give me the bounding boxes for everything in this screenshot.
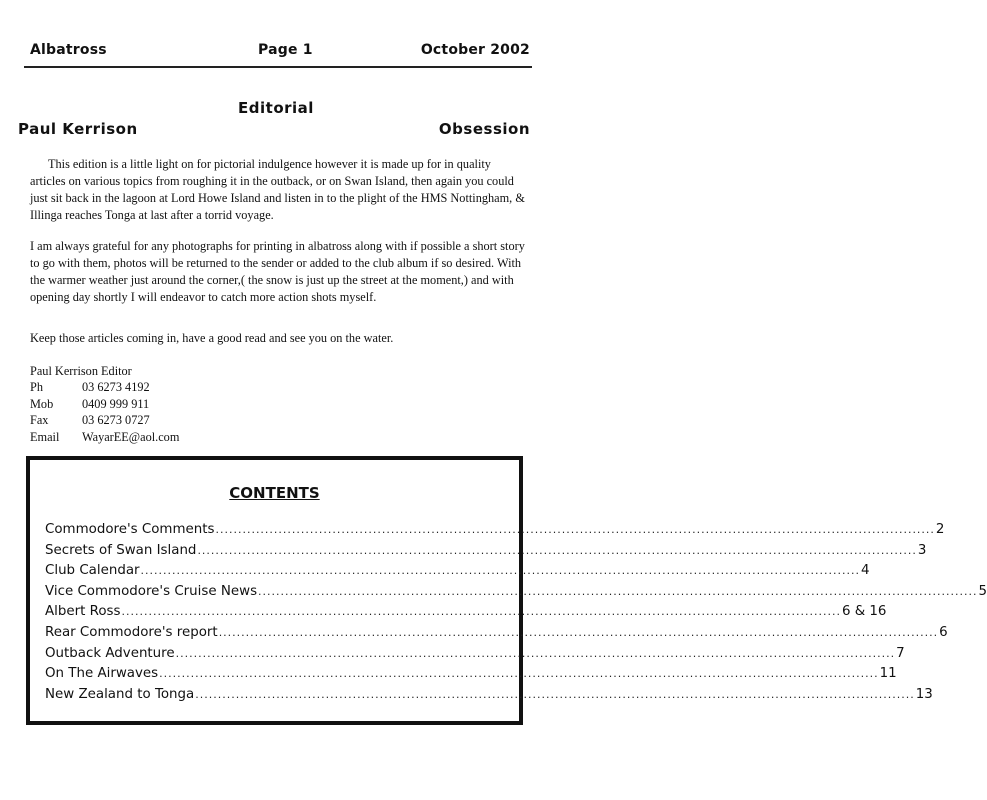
contact-row-phone <box>30 379 179 395</box>
contents-item-title: New Zealand to Tonga <box>45 686 195 702</box>
contents-item: Rear Commodore's report ................................................................................................................................................................ 6 <box>45 624 948 640</box>
editorial-paragraph-2: I am always grateful for any photographs for printing in albatross along with if possible a short story to go with them, photos will be returned to the sender or added to the club album if so desired. With the warmer weather just around the corner,( the snow is just up the street at the moment,) and with opening day shortly I will endeavor to catch more action shots myself. <box>30 239 525 304</box>
issue-date: October 2002 <box>420 42 530 58</box>
contents-item-title: Secrets of Swan Island <box>45 542 197 558</box>
editorial-author: Paul Kerrison <box>18 120 138 138</box>
contact-value: 03 6273 0727 <box>82 413 150 428</box>
contact-row-fax <box>30 412 179 428</box>
contact-row-mobile <box>30 396 179 412</box>
contents-item-page: 6 <box>939 624 948 640</box>
contents-item: On The Airwaves ................................................................................................................................................................ 11 <box>45 666 897 682</box>
contents-item: Outback Adventure ................................................................................................................................................................ 7 <box>45 645 905 661</box>
contents-box <box>26 456 987 725</box>
editorial-paragraph-1: This edition is a little light on for pictorial indulgence however it is made up for in quality articles on various topics from roughing it in the outback, or on Swan Island, then again you could just sit back in the lagoon at Lord Howe Island and listen in to the plight of the HMS Nottingham, & Illinga reaches Tonga at last after a torrid voyage. <box>30 157 525 222</box>
contents-item-page: 6 & 16 <box>841 604 887 620</box>
contact-row-email <box>30 429 179 445</box>
contents-item-page: 11 <box>879 666 897 682</box>
contact-value: 0409 999 911 <box>82 396 150 411</box>
contents-item-page: 3 <box>917 542 927 558</box>
contents-item-page: 4 <box>860 563 870 579</box>
contents-item-title: Rear Commodore's report <box>45 624 218 640</box>
contact-label: Email <box>30 429 60 444</box>
contents-item-page: 5 <box>978 583 987 599</box>
page-header <box>24 36 532 68</box>
contents-item: Vice Commodore's Cruise News ................................................................................................................................................................ 5 <box>45 583 987 599</box>
page-number: Page 1 <box>258 42 313 58</box>
editorial-paragraph-3: Keep those articles coming in, have a good read and see you on the water. <box>30 331 394 345</box>
contact-label: Mob <box>30 396 54 411</box>
contents-item-page: 2 <box>935 522 945 537</box>
contents-item: New Zealand to Tonga ................................................................................................................................................................ 13 <box>45 686 933 702</box>
contents-list <box>45 522 987 707</box>
contents-item: Commodore's Comments ................................................................................................................................................................ 2 <box>45 522 945 537</box>
editor-name: Paul Kerrison Editor <box>30 364 132 378</box>
contact-label: Ph <box>30 380 43 395</box>
editorial-heading: Editorial <box>238 99 314 117</box>
contact-email: WayarEE@aol.com <box>82 429 180 444</box>
contents-item-title: Commodore's Comments <box>45 522 215 537</box>
editorial-subtitle: Obsession <box>438 120 530 138</box>
editor-contact-block <box>30 363 179 445</box>
contents-heading: CONTENTS <box>229 484 320 502</box>
contents-item: Albert Ross ................................................................................................................................................................ 6 & 16 <box>45 604 887 620</box>
contents-item-title: Vice Commodore's Cruise News <box>45 583 258 599</box>
contents-item-title: Club Calendar <box>45 563 140 579</box>
contents-item: Club Calendar ................................................................................................................................................................ 4 <box>45 563 870 579</box>
contact-label: Fax <box>30 413 49 428</box>
contact-value: 03 6273 4192 <box>82 380 150 395</box>
contents-item: Secrets of Swan Island ................................................................................................................................................................ 3 <box>45 542 927 558</box>
contents-item-title: On The Airwaves <box>45 666 159 682</box>
newsletter-title: Albatross <box>30 42 107 58</box>
contents-item-title: Albert Ross <box>45 604 121 620</box>
contents-item-page: 7 <box>896 645 905 661</box>
contents-item-title: Outback Adventure <box>45 645 175 661</box>
contents-item-page: 13 <box>915 686 933 702</box>
